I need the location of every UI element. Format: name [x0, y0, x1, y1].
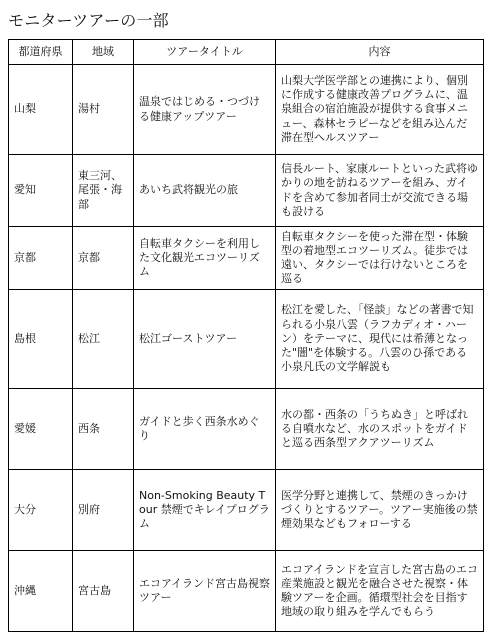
header-prefecture: 都道府県	[9, 40, 73, 65]
table-row	[9, 65, 484, 155]
cell-area: 宮古島	[73, 551, 134, 632]
cell-area: 別府	[73, 470, 134, 551]
cell-tour-title: 自転車タクシーを利用した文化観光エコツーリズム	[134, 227, 276, 290]
cell-area: 東三河、尾張・海部	[73, 155, 134, 227]
table-row	[9, 227, 484, 290]
cell-tour-title: エコアイランド宮古島視察ツアー	[134, 551, 276, 632]
table-header-row	[9, 40, 484, 65]
table-row	[9, 551, 484, 632]
cell-area: 湯村	[73, 65, 134, 155]
cell-area: 松江	[73, 290, 134, 389]
header-area: 地域	[73, 40, 134, 65]
cell-content: 信長ルート、家康ルートといった武将ゆかりの地を訪ねるツアーを組み、ガイドを含めて参加者同士が交流できる場も設ける	[276, 155, 484, 227]
table-row	[9, 470, 484, 551]
cell-content: 医学分野と連携して、禁煙のきっかけづくりとするツアー。ツアー実施後の禁煙効果などもフォローする	[276, 470, 484, 551]
cell-prefecture: 愛媛	[9, 389, 73, 470]
cell-content: 山梨大学医学部との連携により、個別に作成する健康改善プログラムに、温泉組合の宿泊施設が提供する食事メニュー、森林セラピーなどを組み込んだ滞在型ヘルスツアー	[276, 65, 484, 155]
monitor-tour-table	[8, 39, 484, 632]
table-row	[9, 290, 484, 389]
header-content: 内容	[276, 40, 484, 65]
cell-area: 西条	[73, 389, 134, 470]
cell-prefecture: 大分	[9, 470, 73, 551]
cell-tour-title: ガイドと歩く西条水めぐり	[134, 389, 276, 470]
cell-tour-title: 松江ゴーストツアー	[134, 290, 276, 389]
page-title: モニターツアーの一部	[8, 11, 169, 30]
cell-prefecture: 愛知	[9, 155, 73, 227]
cell-tour-title: あいち武将観光の旅	[134, 155, 276, 227]
cell-content: 水の都・西条の「うちぬき」と呼ばれる自噴水など、水のスポットをガイドと巡る西条型アクアツーリズム	[276, 389, 484, 470]
table-row	[9, 389, 484, 470]
cell-prefecture: 山梨	[9, 65, 73, 155]
cell-area: 京都	[73, 227, 134, 290]
table-row	[9, 155, 484, 227]
cell-prefecture: 京都	[9, 227, 73, 290]
cell-prefecture: 島根	[9, 290, 73, 389]
cell-tour-title: 温泉ではじめる・つづける健康アップツアー	[134, 65, 276, 155]
cell-content: 自転車タクシーを使った滞在型・体験型の着地型エコツーリズム。徒歩では遠い、タクシーでは行けないところを巡る	[276, 227, 484, 290]
cell-tour-title: Non-Smoking Beauty Tour 禁煙でキレイプログラム	[134, 470, 276, 551]
header-tour-title: ツアータイトル	[134, 40, 276, 65]
cell-prefecture: 沖縄	[9, 551, 73, 632]
cell-content: 松江を愛した、「怪談」などの著書で知られる小泉八雲（ラフカディオ・ハーン）をテーマに、現代には希薄となった"闇"を体験する。八雲のひ孫である小泉凡氏の文学解説も	[276, 290, 484, 389]
cell-content: エコアイランドを宣言した宮古島のエコ産業施設と観光を融合させた視察・体験ツアーを企画。循環型社会を目指す地域の取り組みを学んでもらう	[276, 551, 484, 632]
